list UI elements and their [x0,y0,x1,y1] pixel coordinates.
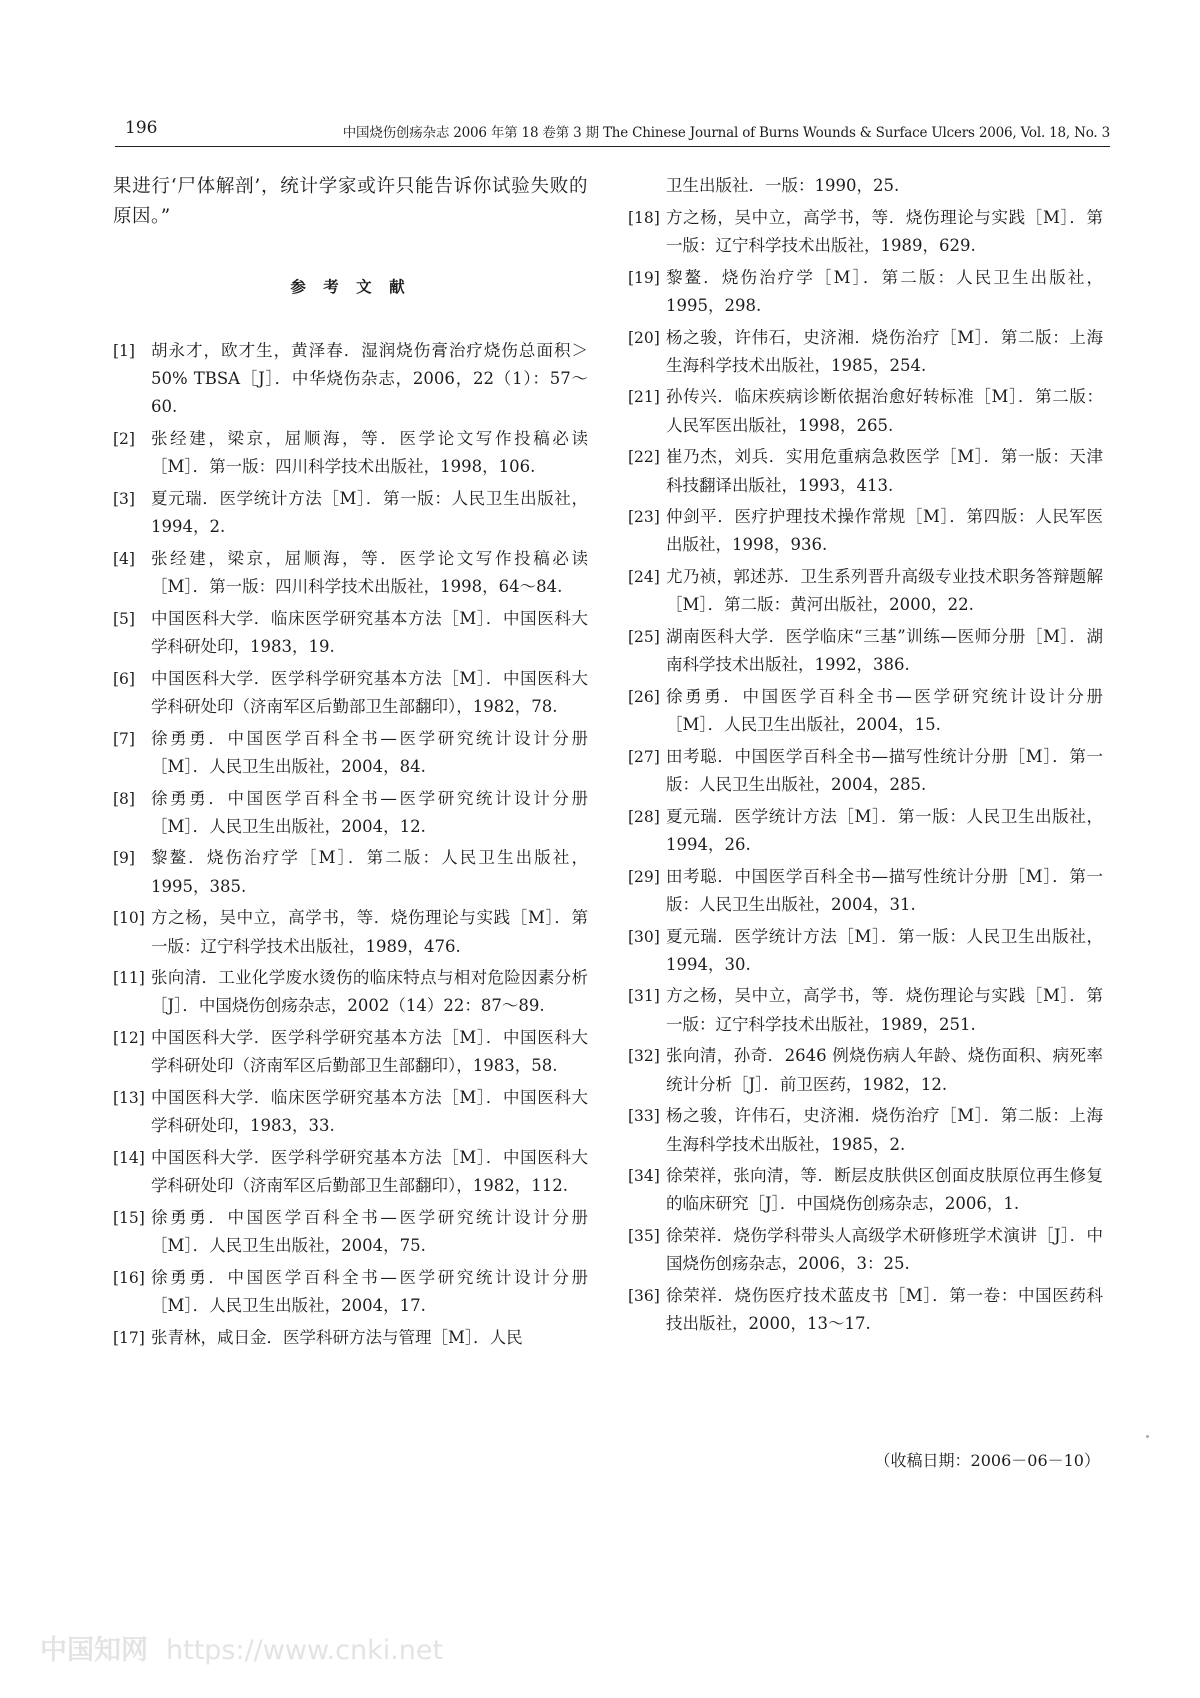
reference-text: 徐荣祥．烧伤学科带头人高级学术研修班学术演讲［J］．中国烧伤创疡杂志，2006，3：25. [666,1226,1103,1274]
reference-number: [3] [113,490,135,509]
reference-item [628,503,1103,559]
reference-item [113,725,588,781]
reference-text: 中国医科大学．临床医学研究基本方法［M］．中国医科大学科研处印，1983，33. [151,1088,588,1136]
reference-number: [22] [628,448,660,467]
reference-item [113,1204,588,1260]
reference-text: 中国医科大学．医学科学研究基本方法［M］．中国医科大学科研处印（济南军区后勤部卫生部翻印），1983，58. [151,1028,588,1076]
reference-number: [35] [628,1227,660,1246]
received-date: （收稿日期：2006－06－10） [874,1451,1100,1470]
reference-number: [28] [628,807,660,826]
reference-number: [27] [628,747,660,766]
reference-text: 方之杨，吴中立，高学书，等．烧伤理论与实践［M］．第一版：辽宁科学技术出版社，1989，476. [151,908,588,956]
reference-text: 孙传兴．临床疾病诊断依据治愈好转标准［M］．第二版：人民军医出版社，1998，265. [666,387,1103,435]
reference-text: 徐荣祥，张向清，等．断层皮肤供区创面皮肤原位再生修复的临床研究［J］．中国烧伤创疡杂志，2006，1. [666,1166,1103,1214]
watermark-brand: 中国知网 [40,1635,148,1666]
reference-number: [20] [628,328,660,347]
journal-running-head: 中国烧伤创疡杂志 2006 年第 18 卷第 3 期 The Chinese Journal of Burns Wounds & Surface Ulcers 2006, Vol. 18, No. 3 [342,125,1110,141]
reference-item [113,1084,588,1140]
reference-item [113,337,588,422]
reference-item [113,1144,588,1200]
reference-list-right [628,172,1103,1338]
reference-number: [4] [113,549,135,568]
reference-text: 徐勇勇．中国医学百科全书—医学研究统计设计分册［M］．人民卫生出版社，2004，15. [666,686,1103,735]
cnki-watermark [40,1628,443,1667]
reference-text: 湖南医科大学．医学临床“三基”训练—医师分册［M］．湖南科学技术出版社，1992，386. [666,627,1103,675]
reference-item [628,803,1103,859]
right-column [628,172,1103,1342]
reference-item [628,1162,1103,1218]
reference-item [113,1324,588,1352]
reference-text: 徐荣祥．烧伤医疗技术蓝皮书［M］．第一卷：中国医药科技出版社，2000，13～17. [666,1286,1103,1334]
reference-number: [17] [113,1328,145,1347]
reference-text: 张向清．工业化学废水烫伤的临床特点与相对危险因素分析［J］．中国烧伤创疡杂志，2002（14）22：87～89. [151,968,588,1016]
reference-item [628,863,1103,919]
reference-text: 胡永才，欧才生，黄泽春．湿润烧伤膏治疗烧伤总面积＞50% TBSA［J］．中华烧伤杂志，2006，22（1）：57～60. [151,341,588,417]
reference-text: 中国医科大学．医学科学研究基本方法［M］．中国医科大学科研处印（济南军区后勤部卫生部翻印），1982，78. [151,668,588,716]
reference-item [628,1042,1103,1098]
reference-text: 黎鳌．烧伤治疗学［M］．第二版：人民卫生出版社，1995，298. [666,267,1103,315]
reference-number: [2] [113,430,135,449]
reference-text: 田考聪．中国医学百科全书—描写性统计分册［M］．第一版：人民卫生出版社，2004，285. [666,746,1103,795]
reference-continuation [628,172,1103,200]
reference-number: [7] [113,729,135,748]
reference-number: [24] [628,568,660,587]
reference-item [113,785,588,841]
reference-text: 徐勇勇．中国医学百科全书—医学研究统计设计分册［M］．人民卫生出版社，2004，17. [151,1267,588,1315]
reference-number: [9] [113,849,135,868]
reference-number: [25] [628,628,660,647]
reference-text: 徐勇勇．中国医学百科全书—医学研究统计设计分册［M］．人民卫生出版社，2004，84. [151,728,588,776]
reference-text: 黎鳌．烧伤治疗学［M］．第二版：人民卫生出版社，1995，385. [151,848,588,896]
reference-number: [31] [628,987,660,1006]
reference-item [113,425,588,481]
reference-text: 仲剑平．医疗护理技术操作常规［M］．第四版：人民军医出版社，1998，936. [666,507,1103,555]
reference-number: [21] [628,388,660,407]
reference-number: [11] [113,969,145,988]
running-header [115,112,1110,147]
reference-text: 中国医科大学．医学科学研究基本方法［M］．中国医科大学科研处印（济南军区后勤部卫生部翻印），1982，112. [151,1147,588,1196]
reference-number: [16] [113,1268,145,1287]
reference-item [628,563,1103,619]
reference-text: 崔乃杰，刘兵．实用危重病急救医学［M］．第一版：天津科技翻译出版社，1993，413. [666,447,1103,495]
reference-item [628,623,1103,679]
watermark-url: https://www.cnki.net [166,1635,444,1666]
reference-text: 夏元瑞．医学统计方法［M］．第一版：人民卫生出版社，1994，26. [666,806,1103,854]
reference-item [628,1282,1103,1338]
reference-text: 杨之骏，许伟石，史济湘．烧伤治疗［M］．第二版：上海生海科学技术出版社，1985，2. [666,1106,1103,1154]
reference-item [113,964,588,1020]
reference-number: [34] [628,1167,660,1186]
reference-item [628,923,1103,979]
reference-text: 卫生出版社．一版：1990，25. [666,176,900,195]
reference-text: 张经建，梁京，屈顺海，等．医学论文写作投稿必读［M］．第一版：四川科学技术出版社，1998，106. [151,429,588,477]
reference-text: 中国医科大学．临床医学研究基本方法［M］．中国医科大学科研处印，1983，19. [151,608,588,657]
reference-item [628,1102,1103,1158]
reference-item [113,1264,588,1320]
reference-item [628,383,1103,439]
reference-item [628,982,1103,1038]
reference-text: 杨之骏，许伟石，史济湘．烧伤治疗［M］．第二版：上海生海科学技术出版社，1985，254. [666,327,1103,375]
reference-item [113,485,588,541]
reference-item [628,204,1103,260]
reference-item [628,443,1103,499]
reference-number: [5] [113,609,135,628]
reference-number: [14] [113,1148,145,1167]
reference-number: [23] [628,508,660,527]
reference-item [113,545,588,601]
reference-text: 尤乃祯，郭述苏．卫生系列晋升高级专业技术职务答辩题解［M］．第二版：黄河出版社，2000，22. [666,567,1103,615]
reference-item [113,904,588,960]
reference-number: [19] [628,268,660,287]
reference-number: [6] [113,669,135,688]
reference-item [113,665,588,721]
reference-number: [15] [113,1208,145,1227]
reference-number: [1] [113,342,135,360]
reference-list-left [113,337,588,1352]
scan-speck [1146,1435,1149,1438]
reference-item [628,683,1103,739]
reference-number: [26] [628,687,660,706]
body-paragraph: 果进行‘尸体解剖’，统计学家或许只能告诉你试验失败的原因。” [113,176,588,227]
reference-number: [10] [113,909,145,928]
reference-number: [12] [113,1029,145,1048]
reference-item [113,1024,588,1080]
reference-number: [13] [113,1089,145,1108]
reference-item [113,844,588,900]
reference-number: [29] [628,867,660,886]
reference-text: 徐勇勇．中国医学百科全书—医学研究统计设计分册［M］．人民卫生出版社，2004，75. [151,1207,588,1256]
left-column [113,172,588,1355]
reference-item [628,324,1103,380]
reference-item [628,1222,1103,1278]
reference-number: [33] [628,1107,660,1126]
reference-text: 方之杨，吴中立，高学书，等．烧伤理论与实践［M］．第一版：辽宁科学技术出版社，1989，251. [666,986,1103,1034]
reference-number: [32] [628,1047,660,1066]
reference-text: 徐勇勇．中国医学百科全书—医学研究统计设计分册［M］．人民卫生出版社，2004，12. [151,788,588,836]
reference-text: 张经建，梁京，屈顺海，等．医学论文写作投稿必读［M］．第一版：四川科学技术出版社，1998，64～84. [151,548,588,597]
reference-item [628,264,1103,320]
reference-text: 方之杨，吴中立，高学书，等．烧伤理论与实践［M］．第一版：辽宁科学技术出版社，1989，629. [666,207,1103,255]
reference-text: 张青林，咸日金．医学科研方法与管理［M］．人民 [151,1327,523,1347]
reference-number: [8] [113,789,135,808]
reference-item [628,743,1103,799]
references-heading: 参 考 文 献 [290,278,411,296]
reference-number: [30] [628,927,660,946]
reference-text: 田考聪．中国医学百科全书—描写性统计分册［M］．第一版：人民卫生出版社，2004，31. [666,866,1103,914]
reference-number: [36] [628,1287,660,1306]
page-number: 196 [125,118,158,138]
reference-text: 张向清，孙奇．2646 例烧伤病人年龄、烧伤面积、病死率统计分析［J］．前卫医药，1982，12. [666,1046,1103,1094]
reference-item [113,605,588,661]
reference-text: 夏元瑞．医学统计方法［M］．第一版：人民卫生出版社，1994，30. [666,926,1103,974]
reference-number: [18] [628,208,660,227]
reference-text: 夏元瑞．医学统计方法［M］．第一版：人民卫生出版社，1994，2. [151,489,588,537]
